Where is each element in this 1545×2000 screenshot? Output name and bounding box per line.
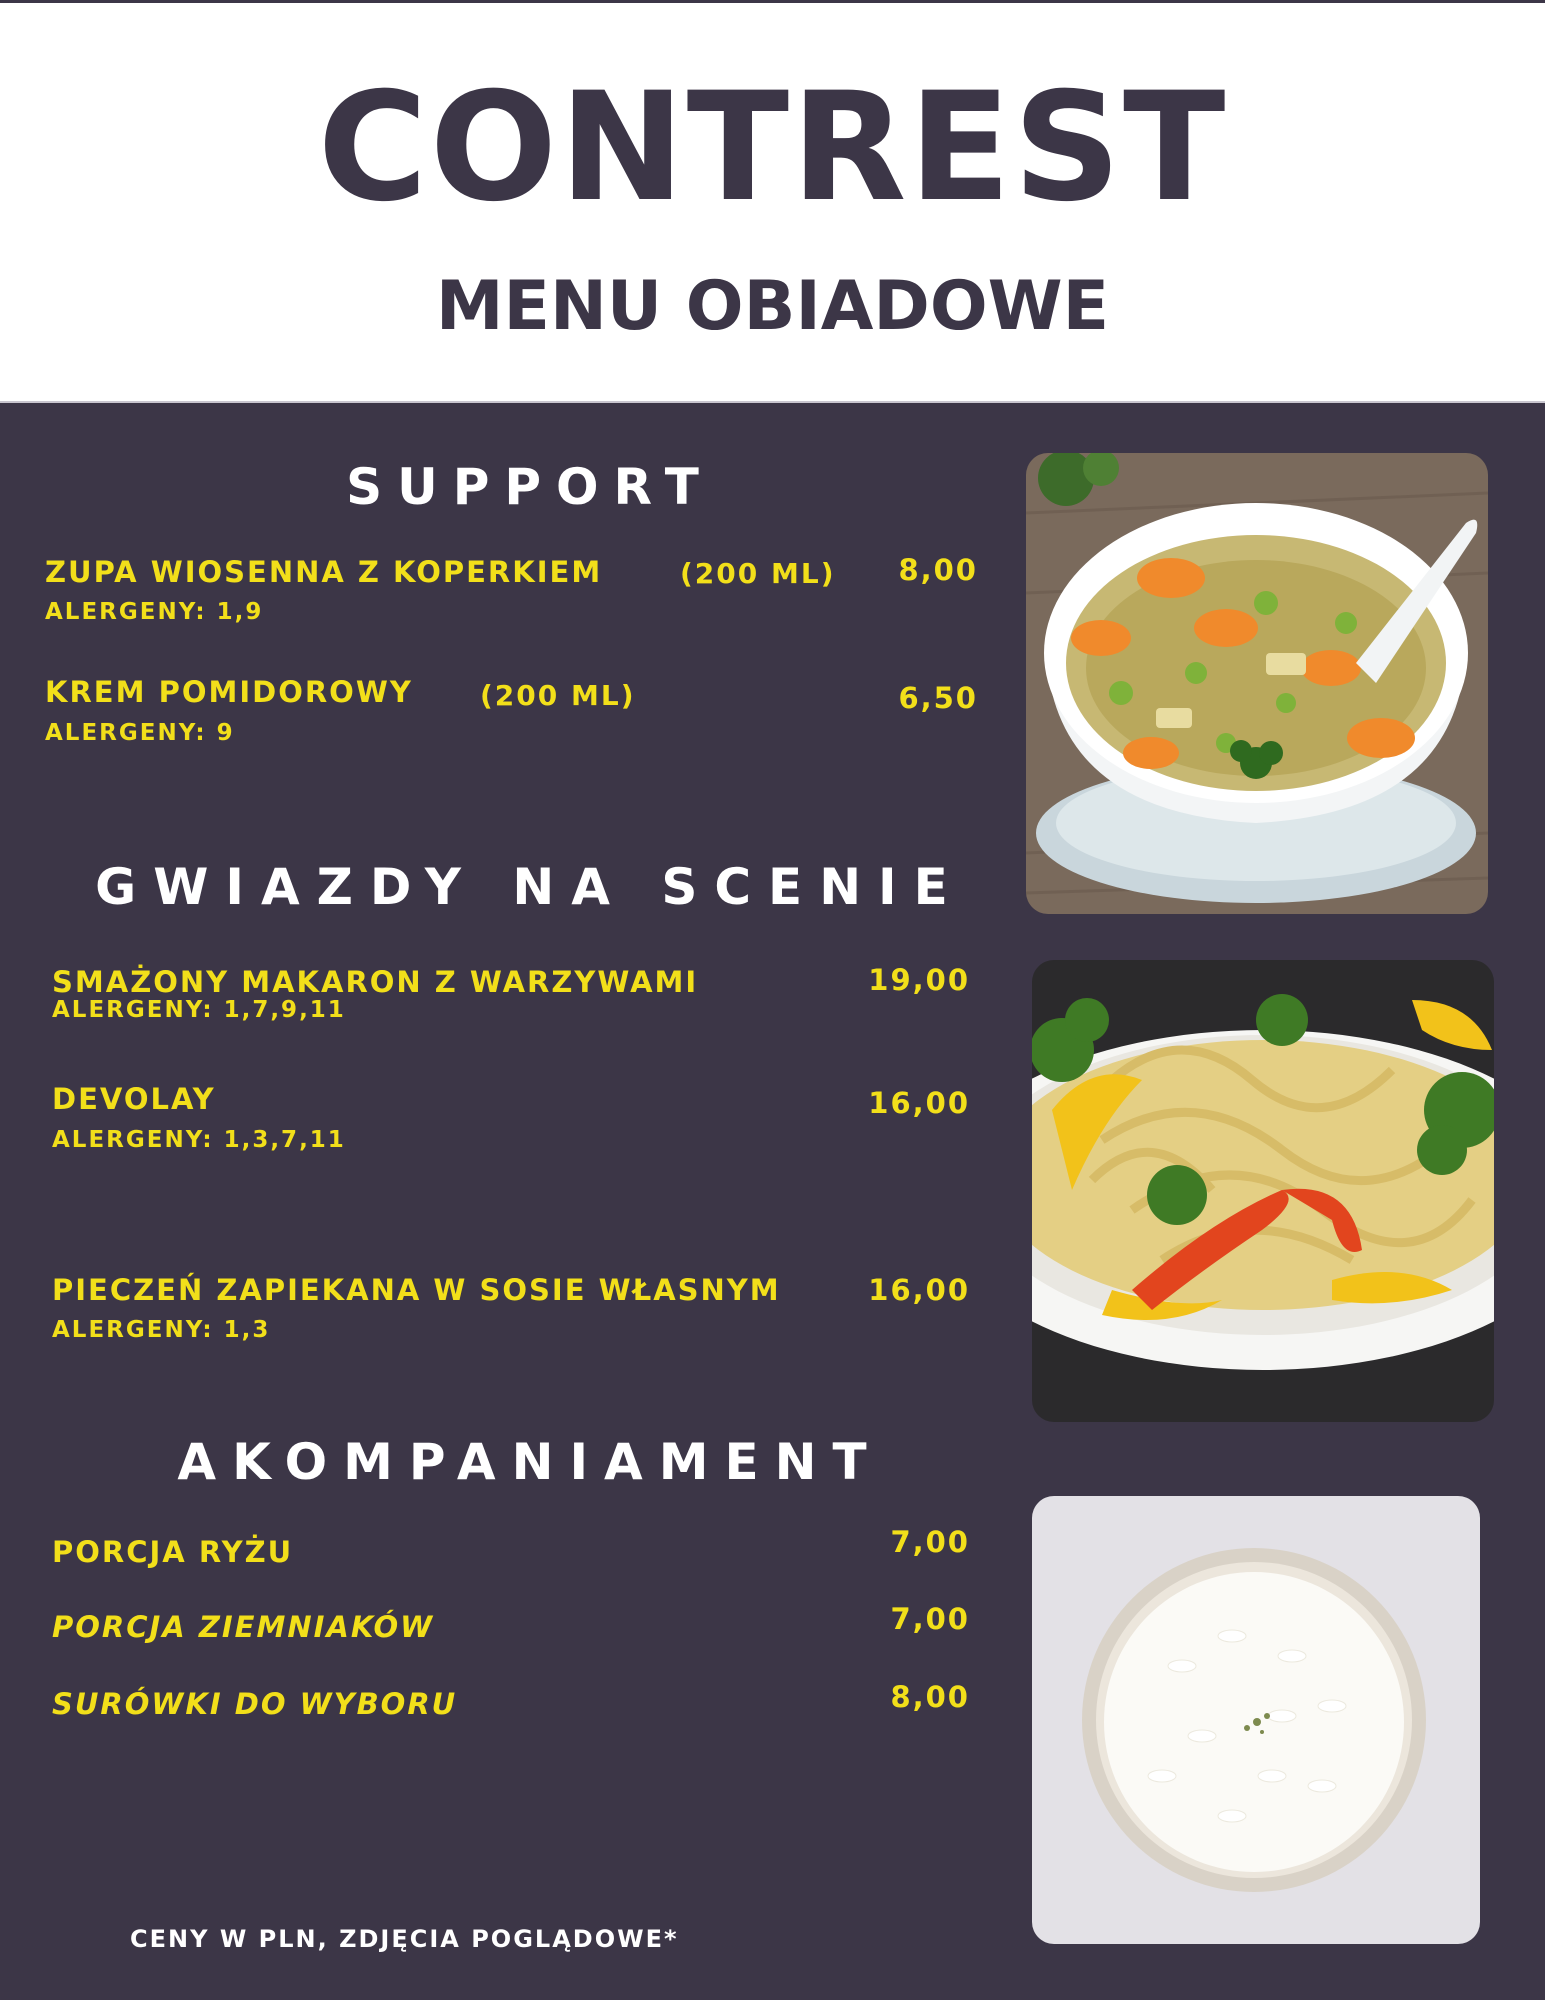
- item-price: 8,00: [898, 553, 978, 587]
- section-title-gwiazdy: GWIAZDY NA SCENIE: [95, 858, 965, 916]
- item-allergens: ALERGENY: 1,7,9,11: [52, 997, 346, 1023]
- item-name: PORCJA ZIEMNIAKÓW: [52, 1610, 435, 1644]
- header: [0, 3, 1545, 403]
- rice-photo: [1032, 1496, 1480, 1944]
- item-allergens: ALERGENY: 9: [45, 720, 235, 746]
- item-portion: (200 ML): [680, 557, 836, 590]
- item-allergens: ALERGENY: 1,9: [45, 599, 264, 625]
- section-title-akompaniament: AKOMPANIAMENT: [177, 1433, 883, 1491]
- noodles-photo: [1032, 960, 1494, 1422]
- item-name: KREM POMIDOROWY: [45, 675, 413, 709]
- item-price: 19,00: [868, 963, 970, 997]
- item-name: SMAŻONY MAKARON Z WARZYWAMI: [52, 965, 699, 999]
- section-title-support: SUPPORT: [346, 458, 714, 516]
- item-price: 8,00: [890, 1680, 970, 1714]
- item-price: 16,00: [868, 1273, 970, 1307]
- item-name: DEVOLAY: [52, 1082, 216, 1116]
- footnote: CENY W PLN, ZDJĘCIA POGLĄDOWE*: [130, 1925, 679, 1953]
- item-price: 6,50: [898, 681, 978, 715]
- item-allergens: ALERGENY: 1,3,7,11: [52, 1127, 346, 1153]
- item-name: SURÓWKI DO WYBORU: [52, 1687, 458, 1721]
- item-price: 7,00: [890, 1525, 970, 1559]
- item-name: PIECZEŃ ZAPIEKANA W SOSIE WŁASNYM: [52, 1273, 781, 1307]
- item-name: PORCJA RYŻU: [52, 1535, 294, 1569]
- menu-subtitle: MENU OBIADOWE: [435, 267, 1110, 346]
- item-name: ZUPA WIOSENNA Z KOPERKIEM: [45, 555, 603, 589]
- item-price: 7,00: [890, 1602, 970, 1636]
- item-allergens: ALERGENY: 1,3: [52, 1317, 271, 1343]
- soup-photo: [1026, 453, 1488, 914]
- brand-title: CONTREST: [317, 61, 1228, 235]
- item-price: 16,00: [868, 1086, 970, 1120]
- item-portion: (200 ML): [480, 679, 636, 712]
